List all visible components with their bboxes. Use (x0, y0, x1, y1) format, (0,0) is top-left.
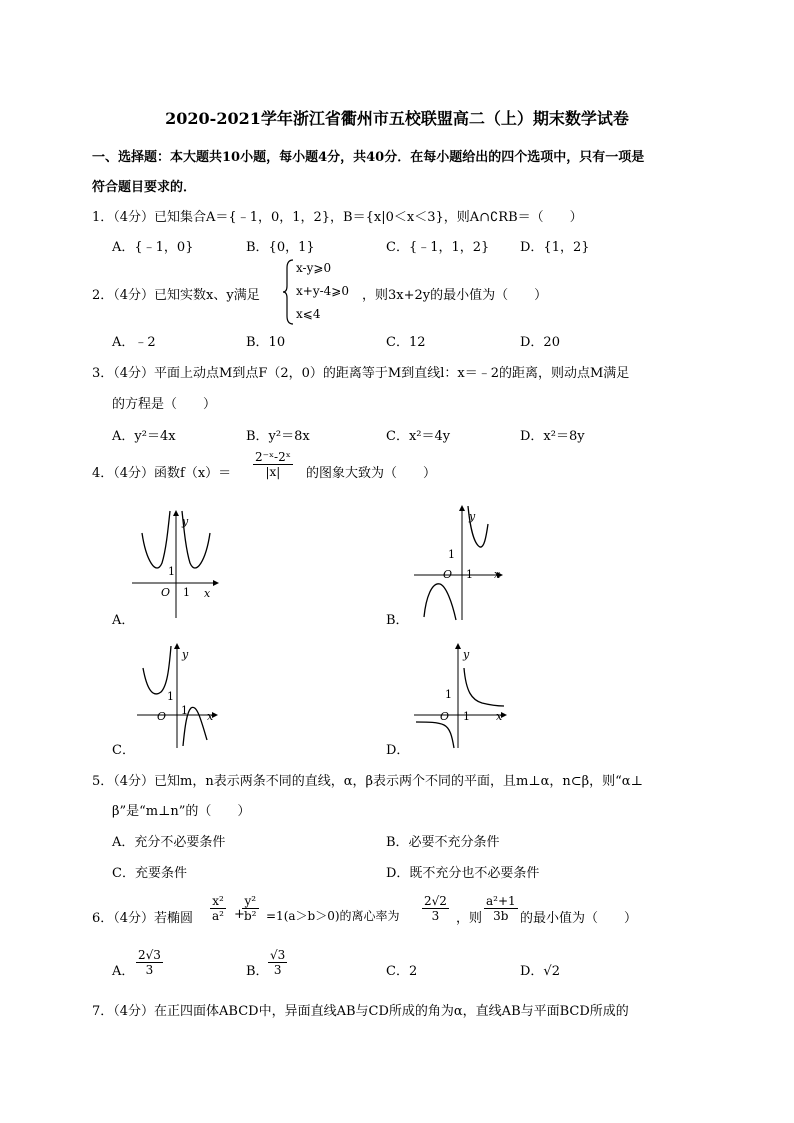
q3-option-d: D．x²＝8y (520, 429, 585, 444)
q2-option-d: D．20 (520, 335, 560, 350)
q6-stem-suffix: 的最小值为（ ） (520, 911, 638, 926)
q3-stem-line1: 3．（4分）平面上动点M到点F（2，0）的距离等于M到直线l：x＝﹣2的距离，则动点M满足 (92, 366, 630, 381)
q6-frac-target-den: 3b (493, 909, 509, 923)
q4d-tick-y: 1 (445, 688, 452, 701)
q4a-axis-x: x (204, 587, 211, 600)
q4b-tick-y: 1 (448, 548, 455, 561)
q6-option-c: C．2 (386, 964, 418, 979)
q2-stem-prefix: 2．（4分）已知实数x、y满足 (92, 288, 260, 303)
q4c-tick-y: 1 (167, 690, 174, 703)
q6-frac-y (242, 894, 259, 923)
q4d-axis-x: x (496, 710, 503, 723)
q6-option-d: D．√2 (520, 964, 560, 979)
q3-option-a: A．y²＝4x (112, 429, 176, 444)
q4c-origin: O (157, 710, 167, 723)
q6-plus: + (234, 907, 245, 922)
q6-option-a-value (136, 948, 163, 977)
q5-option-c: C．充要条件 (112, 866, 187, 881)
q3-option-b: B．y²＝8x (246, 429, 310, 444)
q4b-axis-x: x (494, 568, 501, 581)
q7-stem-line1: 7．（4分）在正四面体ABCD中，异面直线AB与CD所成的角为α，直线AB与平面BCD所成的 (92, 1004, 629, 1019)
q4-label-a: A． (112, 613, 135, 628)
q5-option-a: A．充分不必要条件 (112, 835, 226, 850)
q1-option-c: C．{﹣1，1，2} (386, 240, 490, 255)
q6-option-a-label: A． (112, 964, 135, 979)
q4-frac-den: |x| (265, 465, 281, 479)
q2-system-line1: x-y⩾0 (296, 261, 332, 275)
q5-option-b: B．必要不充分条件 (386, 835, 500, 850)
q6-option-b-value (268, 948, 287, 977)
q6-option-a-den: 3 (145, 963, 154, 977)
q4-label-c: C． (112, 743, 135, 758)
q4-stem-suffix: 的图象大致为（ ） (306, 466, 437, 481)
q4a-tick-x: 1 (183, 586, 190, 599)
q4-label-b: B． (386, 613, 409, 628)
q1-stem: 1．（4分）已知集合A＝{﹣1，0，1，2}，B＝{x|0＜x＜3}，则A∩∁RB＝（ ） (92, 210, 583, 225)
q4-stem-prefix: 4．（4分）函数f（x）＝ (92, 466, 232, 481)
q6-frac-e (422, 894, 449, 923)
q6-frac-x (210, 894, 226, 923)
q2-option-a: A．﹣2 (112, 335, 156, 350)
section-heading-line2: 符合题目要求的． (92, 180, 197, 195)
q6-frac-y-num: y² (242, 894, 259, 909)
q2-option-b: B．10 (246, 335, 286, 350)
q6-frac-x-num: x² (210, 894, 226, 909)
q6-mid: =1(a＞b＞0)的离心率为 (266, 909, 400, 923)
q2-system-line2: x+y-4⩾0 (296, 284, 349, 298)
q5-stem-line1: 5．（4分）已知m，n表示两条不同的直线，α，β表示两个不同的平面，且m⊥α，n⊂β，则“α⊥ (92, 774, 643, 789)
q4-graph-c (135, 640, 235, 750)
q4d-tick-x: 1 (463, 710, 470, 723)
q6-mid2: ，则 (456, 911, 483, 926)
q4-frac-num: 2⁻ˣ-2ˣ (255, 450, 291, 464)
q2-option-c: C．12 (386, 335, 426, 350)
q6-frac-target (484, 894, 518, 923)
section-heading-line1: 一、选择题：本大题共10小题，每小题4分，共40分．在每小题给出的四个选项中，只有一项是 (92, 150, 645, 165)
q6-option-b-label: B． (246, 964, 269, 979)
q6-frac-e-num: 2√2 (424, 894, 447, 908)
q4b-axis-y: y (469, 510, 476, 523)
q4-label-d: D． (386, 743, 410, 758)
q2-stem-suffix: ，则3x+2y的最小值为（ ） (362, 288, 548, 303)
q6-option-b-den: 3 (273, 963, 282, 977)
q6-stem-prefix: 6．（4分）若椭圆 (92, 911, 194, 926)
q4-graph-d (412, 640, 512, 750)
q6-frac-e-den: 3 (431, 909, 440, 923)
q3-stem-line2: 的方程是（ ） (112, 397, 217, 412)
q4-fraction (253, 450, 293, 479)
q4-graph-a (130, 505, 230, 625)
q4a-tick-y: 1 (168, 565, 175, 578)
q1-option-b: B．{0，1} (246, 240, 315, 255)
q4b-tick-x: 1 (466, 568, 473, 581)
q5-option-d: D．既不充分也不必要条件 (386, 866, 540, 881)
q5-stem-line2: β”是“m⊥n”的（ ） (112, 804, 251, 819)
q4c-tick-x: 1 (181, 704, 188, 717)
q4a-axis-y: y (182, 515, 189, 528)
q4d-origin: O (440, 710, 450, 723)
q6-frac-y-den: b² (244, 909, 257, 923)
page-title: 2020-2021学年浙江省衢州市五校联盟高二（上）期末数学试卷 (165, 109, 629, 128)
q2-brace (283, 258, 295, 326)
q1-option-a: A．{﹣1，0} (112, 240, 194, 255)
q4c-axis-x: x (207, 710, 214, 723)
q4b-origin: O (443, 568, 453, 581)
q4a-origin: O (161, 586, 171, 599)
q6-option-b-num: √3 (270, 948, 286, 962)
q6-frac-x-den: a² (212, 909, 224, 923)
q2-system-line3: x⩽4 (296, 307, 321, 321)
q4d-axis-y: y (463, 648, 470, 661)
q6-frac-target-num: a²+1 (486, 894, 516, 908)
q3-option-c: C．x²＝4y (386, 429, 451, 444)
q6-option-a-num: 2√3 (138, 948, 161, 962)
q4c-axis-y: y (182, 648, 189, 661)
q4-graph-b (412, 502, 512, 622)
q1-option-d: D．{1，2} (520, 240, 590, 255)
